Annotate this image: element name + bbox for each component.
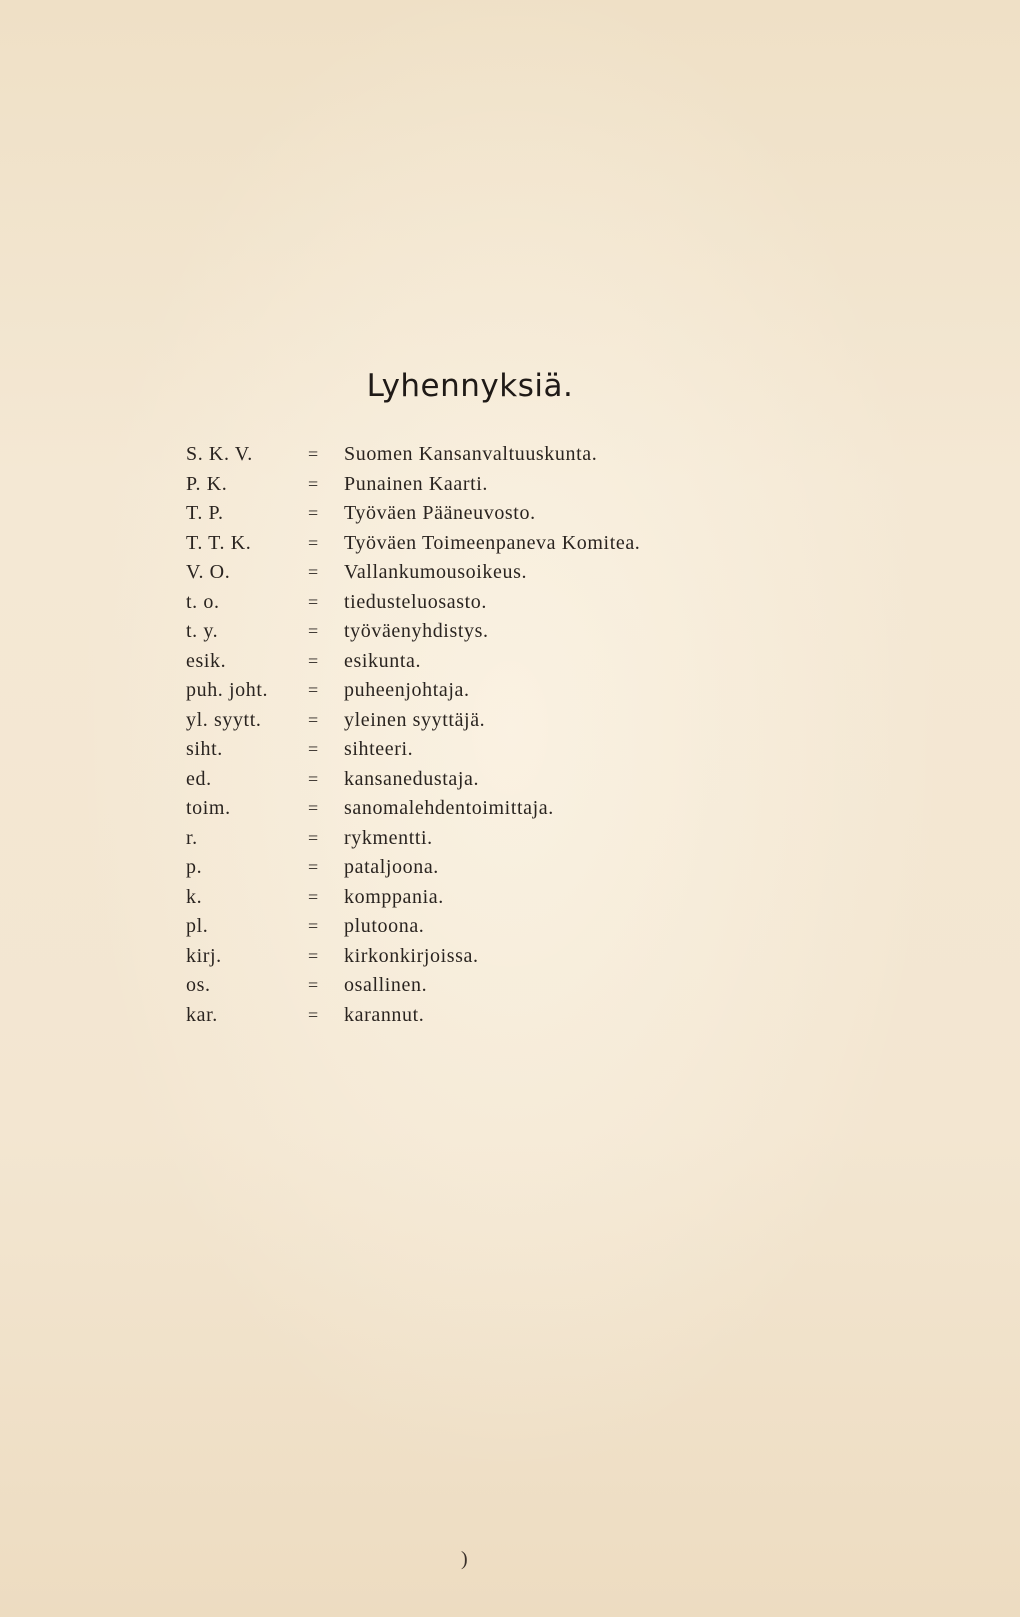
list-item xyxy=(186,735,786,765)
list-item xyxy=(186,676,786,706)
list-item xyxy=(186,912,786,942)
equals-sign: = xyxy=(308,945,319,966)
abbreviation: puh. joht. xyxy=(186,679,269,701)
abbreviation: P. K. xyxy=(186,472,228,495)
list-item xyxy=(186,470,786,500)
abbreviation: t. o. xyxy=(186,590,220,613)
list-item xyxy=(186,794,786,824)
abbreviation: V. O. xyxy=(186,561,231,583)
equals-sign: = xyxy=(308,975,319,995)
list-item xyxy=(186,647,786,677)
equals-sign: = xyxy=(308,532,319,553)
equals-sign: = xyxy=(308,680,319,700)
expansion: esikunta. xyxy=(344,649,422,672)
abbreviation: pl. xyxy=(186,915,209,937)
expansion: Vallankumousoikeus. xyxy=(344,561,528,583)
abbreviation: os. xyxy=(186,974,211,996)
expansion: komppania. xyxy=(344,885,444,908)
abbreviation: r. xyxy=(186,826,198,849)
abbreviation: esik. xyxy=(186,649,227,672)
list-item xyxy=(186,558,786,588)
abbreviation: toim. xyxy=(186,797,231,819)
expansion: plutoona. xyxy=(344,915,425,937)
list-item xyxy=(186,824,786,854)
equals-sign: = xyxy=(308,1004,319,1025)
expansion: Työväen Pääneuvosto. xyxy=(344,502,536,524)
equals-sign: = xyxy=(308,916,319,936)
abbreviation: kar. xyxy=(186,1003,218,1026)
expansion: Suomen Kansanvaltuuskunta. xyxy=(344,443,598,465)
expansion: kirkonkirjoissa. xyxy=(344,944,479,967)
list-item xyxy=(186,853,786,883)
equals-sign: = xyxy=(308,768,319,789)
expansion: puheenjohtaja. xyxy=(344,679,470,701)
equals-sign: = xyxy=(308,827,319,848)
list-item xyxy=(186,971,786,1001)
expansion: rykmentti. xyxy=(344,826,433,849)
equals-sign: = xyxy=(308,473,319,494)
abbreviation: yl. syytt. xyxy=(186,708,262,731)
list-item xyxy=(186,942,786,972)
footer-mark: ) xyxy=(461,1548,468,1570)
list-item xyxy=(186,588,786,618)
expansion: Punainen Kaarti. xyxy=(344,472,489,495)
list-item xyxy=(186,529,786,559)
equals-sign: = xyxy=(308,621,319,641)
expansion: työväenyhdistys. xyxy=(344,620,489,642)
expansion: tiedusteluosasto. xyxy=(344,590,487,613)
list-item xyxy=(186,1001,786,1031)
list-item xyxy=(186,499,786,529)
equals-sign: = xyxy=(308,886,319,907)
page-title: Lyhennyksiä. xyxy=(366,368,574,404)
abbreviation: p. xyxy=(186,856,203,878)
list-item xyxy=(186,440,786,470)
expansion: sanomalehdentoimittaja. xyxy=(344,797,554,819)
abbreviation: T. T. K. xyxy=(186,531,252,554)
equals-sign: = xyxy=(308,591,319,612)
abbreviation: k. xyxy=(186,885,203,908)
abbreviation: siht. xyxy=(186,738,223,760)
equals-sign: = xyxy=(308,709,319,730)
equals-sign: = xyxy=(308,562,319,582)
list-item xyxy=(186,706,786,736)
expansion: Työväen Toimeenpaneva Komitea. xyxy=(344,531,641,554)
abbreviation: ed. xyxy=(186,767,212,790)
expansion: pataljoona. xyxy=(344,856,439,878)
expansion: kansanedustaja. xyxy=(344,767,480,790)
equals-sign: = xyxy=(308,857,319,877)
equals-sign: = xyxy=(308,444,319,464)
list-item xyxy=(186,883,786,913)
expansion: yleinen syyttäjä. xyxy=(344,708,486,731)
list-item xyxy=(186,765,786,795)
expansion: sihteeri. xyxy=(344,738,414,760)
equals-sign: = xyxy=(308,739,319,759)
abbreviation: t. y. xyxy=(186,620,219,642)
expansion: karannut. xyxy=(344,1003,425,1026)
abbreviation: S. K. V. xyxy=(186,443,253,465)
abbreviation: kirj. xyxy=(186,944,222,967)
equals-sign: = xyxy=(308,650,319,671)
equals-sign: = xyxy=(308,798,319,818)
abbreviation-list xyxy=(186,440,786,1030)
equals-sign: = xyxy=(308,503,319,523)
abbreviation: T. P. xyxy=(186,502,224,524)
expansion: osallinen. xyxy=(344,974,428,996)
list-item xyxy=(186,617,786,647)
